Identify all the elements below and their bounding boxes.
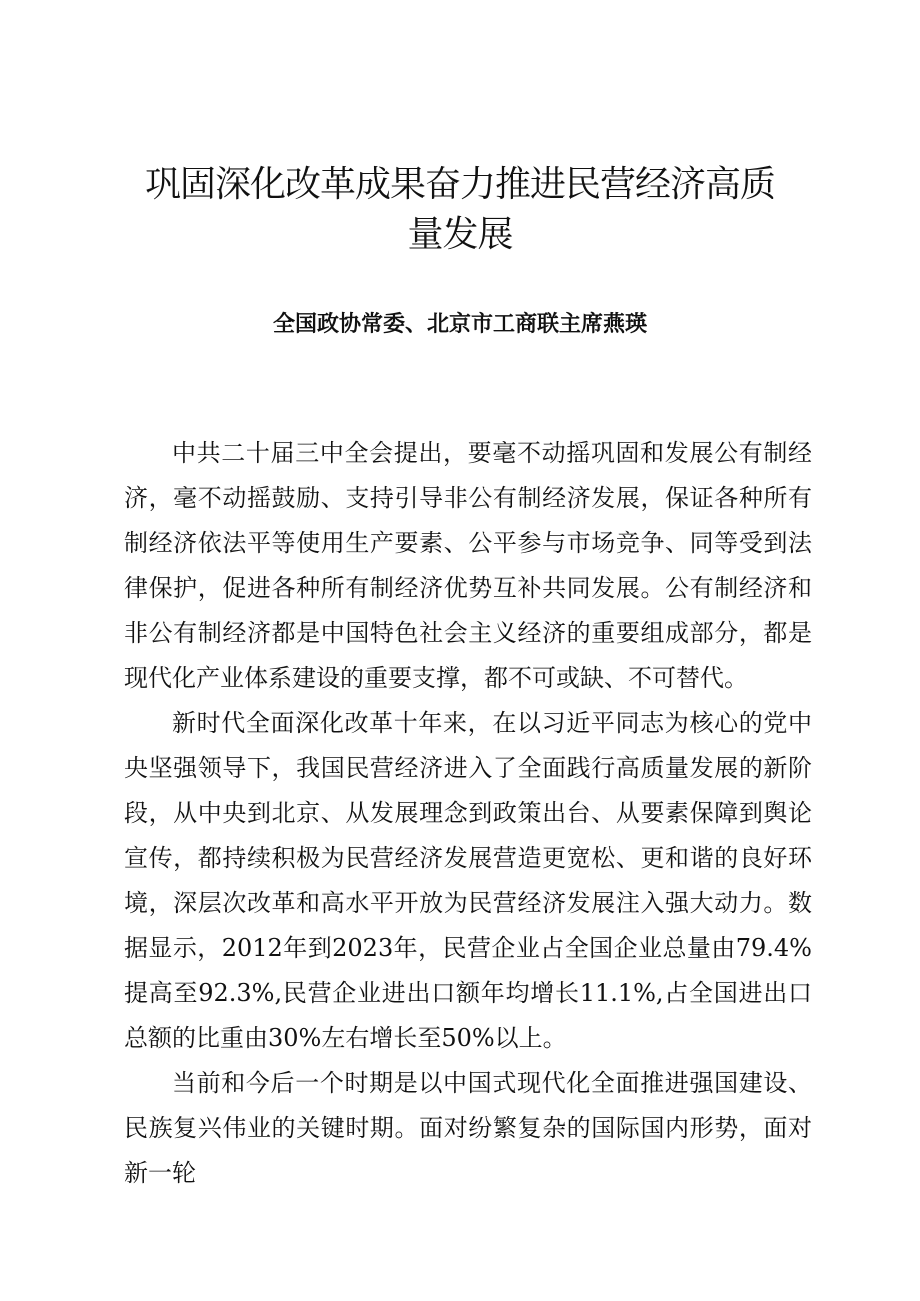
paragraph: 中共二十届三中全会提出，要毫不动摇巩固和发展公有制经济，毫不动摇鼓励、支持引导非公有制经济发展，保证各种所有制经济依法平等使用生产要素、公平参与市场竞争、同等受到法律保护，促进各种所有制经济优势互补共同发展。公有制经济和非公有制经济都是中国特色社会主义经济的重要组成部分，都是现代化产业体系建设的重要支撑，都不可或缺、不可替代。 <box>124 439 812 692</box>
paragraph: 当前和今后一个时期是以中国式现代化全面推进强国建设、民族复兴伟业的关键时期。面对纷繁复杂的国际国内形势，面对新一轮 <box>124 1069 812 1187</box>
body-text <box>124 431 812 1196</box>
paragraph: 新时代全面深化改革十年来，在以习近平同志为核心的党中央坚强领导下，我国民营经济进入了全面践行高质量发展的新阶段，从中央到北京、从发展理念到政策出台、从要素保障到舆论宣传，都持续积极为民营经济发展营造更宽松、更和谐的良好环境，深层次改革和高水平开放为民营经济发展注入强大动力。数据显示，2012年到2023年，民营企业占全国企业总量由79.4%提高至92.3%,民营企业进出口额年均增长11.1%,占全国进出口总额的比重由30%左右增长至50%以上。 <box>124 709 812 1052</box>
author-line: 全国政协常委、北京市工商联主席燕瑛 <box>272 312 647 337</box>
document-title: 巩固深化改革成果奋力推进民营经济高质量发展 <box>144 164 775 255</box>
